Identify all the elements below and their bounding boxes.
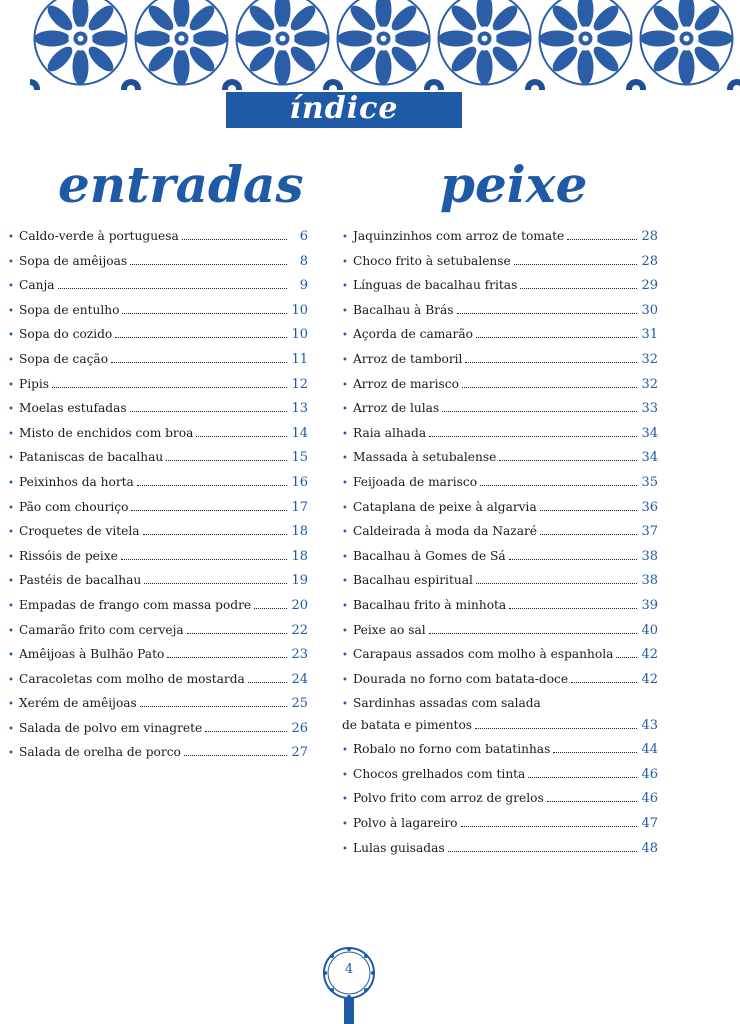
toc-entry-title: Lulas guisadas <box>353 840 445 855</box>
bullet-dot-icon: • <box>342 551 348 563</box>
toc-entry[interactable] <box>342 303 658 328</box>
dot-leader <box>475 728 637 729</box>
bullet-dot-icon: • <box>8 256 14 268</box>
toc-entry-page: 24 <box>291 671 308 687</box>
dot-leader <box>429 436 637 437</box>
toc-entry[interactable] <box>8 524 308 549</box>
toc-entry-title: Jaquinzinhos com arroz de tomate <box>353 229 565 243</box>
toc-entry[interactable] <box>342 278 658 303</box>
dot-leader <box>140 706 287 707</box>
toc-entry-page: 22 <box>291 622 308 638</box>
dot-leader <box>499 460 637 461</box>
toc-entry-page: 46 <box>641 791 658 807</box>
toc-entry-title: Xerém de amêijoas <box>19 696 137 711</box>
toc-entry-page: 12 <box>291 376 308 392</box>
toc-entry-page: 10 <box>291 302 308 318</box>
bullet-dot-icon: • <box>342 600 348 612</box>
dot-leader <box>616 657 637 658</box>
toc-entry-page: 11 <box>291 351 308 367</box>
bullet-dot-icon: • <box>8 650 14 662</box>
bullet-dot-icon: • <box>342 745 348 757</box>
dot-leader <box>462 387 637 388</box>
toc-entry-title: Camarão frito com cerveja <box>19 622 184 637</box>
dot-leader <box>137 485 287 486</box>
toc-entry-title: Açorda de camarão <box>353 327 473 342</box>
toc-entry[interactable] <box>342 229 658 254</box>
dot-leader <box>187 633 287 634</box>
toc-entry-title: Caldo-verde à portuguesa <box>19 229 179 243</box>
toc-entry[interactable] <box>342 623 658 648</box>
toc-entry-title: Cataplana de peixe à algarvia <box>353 499 537 514</box>
toc-entry[interactable] <box>342 450 658 475</box>
bullet-dot-icon: • <box>8 354 14 366</box>
toc-entry[interactable] <box>8 303 308 328</box>
toc-entry[interactable] <box>342 598 658 623</box>
toc-entry-title: Amêijoas à Bulhão Pato <box>19 647 165 662</box>
toc-entry[interactable] <box>342 327 658 352</box>
toc-entry-page: 26 <box>291 720 308 736</box>
toc-entry-title: Bacalhau espiritual <box>353 573 473 588</box>
dot-leader <box>514 264 637 265</box>
dot-leader <box>540 534 637 535</box>
toc-entry[interactable] <box>8 327 308 352</box>
toc-entry-page: 34 <box>641 425 658 441</box>
toc-entry-page: 40 <box>641 622 658 638</box>
dot-leader <box>553 752 637 753</box>
toc-entry-title: Massada à setubalense <box>353 450 497 465</box>
toc-entry-title: Empadas de frango com massa podre <box>19 597 252 612</box>
toc-entry[interactable] <box>342 841 658 866</box>
toc-entry-title: Rissóis de peixe <box>19 548 118 563</box>
dot-leader <box>480 485 637 486</box>
toc-entry-title: Raia alhada <box>353 425 427 440</box>
bullet-dot-icon: • <box>342 674 348 686</box>
dot-leader <box>457 313 638 314</box>
toc-entry[interactable] <box>342 791 658 816</box>
toc-entry-page: 42 <box>641 647 658 663</box>
dot-leader <box>205 731 287 732</box>
dot-leader <box>540 510 637 511</box>
dot-leader <box>52 387 287 388</box>
toc-entry[interactable] <box>342 549 658 574</box>
toc-entry-title: Sopa de entulho <box>19 302 120 317</box>
section-title-entradas: entradas <box>58 155 304 214</box>
toc-entry-title: Polvo à lagareiro <box>353 816 458 831</box>
dot-leader <box>58 288 288 289</box>
toc-entry-line <box>342 718 658 742</box>
toc-entry[interactable] <box>342 426 658 451</box>
bullet-dot-icon: • <box>8 723 14 735</box>
section-title-peixe: peixe <box>440 155 588 214</box>
toc-entry-title: Canja <box>19 278 55 293</box>
toc-entry-page: 31 <box>641 327 658 343</box>
toc-entry[interactable] <box>342 352 658 377</box>
bullet-dot-icon: • <box>8 428 14 440</box>
toc-entry-page: 44 <box>641 742 658 758</box>
toc-entry-page: 32 <box>641 376 658 392</box>
toc-entry[interactable] <box>342 500 658 525</box>
bullet-dot-icon: • <box>8 305 14 317</box>
toc-entry-title: Línguas de bacalhau fritas <box>353 278 518 293</box>
bullet-dot-icon: • <box>342 256 348 268</box>
bullet-dot-icon: • <box>342 527 348 539</box>
toc-entry-page: 18 <box>291 524 308 540</box>
toc-entry[interactable] <box>8 696 308 721</box>
toc-entry[interactable] <box>8 377 308 402</box>
toc-entry-page: 42 <box>641 671 658 687</box>
toc-entry-page: 28 <box>641 253 658 269</box>
bullet-dot-icon: • <box>8 748 14 760</box>
toc-entry[interactable] <box>8 623 308 648</box>
dot-leader <box>509 608 637 609</box>
page-title: índice <box>226 92 462 128</box>
toc-entry-title: Arroz de lulas <box>353 401 440 416</box>
bullet-dot-icon: • <box>8 281 14 293</box>
toc-entry[interactable] <box>8 598 308 623</box>
dot-leader <box>520 288 637 289</box>
toc-entry-title: Feijoada de marisco <box>353 474 478 489</box>
dot-leader <box>461 826 637 827</box>
toc-entry-page: 15 <box>291 450 308 466</box>
toc-entry-title: Pão com chouriço <box>19 499 129 514</box>
bullet-dot-icon: • <box>342 769 348 781</box>
dot-leader <box>143 534 287 535</box>
bullet-dot-icon: • <box>342 428 348 440</box>
toc-entry[interactable] <box>8 426 308 451</box>
bullet-dot-icon: • <box>8 477 14 489</box>
toc-entry-page: 43 <box>641 718 658 734</box>
toc-entry-title: Choco frito à setubalense <box>353 253 511 268</box>
toc-entry-title: Sopa de amêijoas <box>19 253 128 268</box>
toc-entry-title: Moelas estufadas <box>19 401 127 416</box>
toc-entry-title: Pipis <box>19 376 50 391</box>
toc-entry-page: 48 <box>641 840 658 856</box>
bullet-dot-icon: • <box>342 576 348 588</box>
toc-entry[interactable] <box>8 573 308 598</box>
toc-entry-title: Robalo no forno com batatinhas <box>353 742 551 757</box>
bullet-dot-icon: • <box>342 650 348 662</box>
toc-entry-title: Polvo frito com arroz de grelos <box>353 791 544 806</box>
toc-entry-title: Arroz de tamboril <box>353 351 463 366</box>
toc-entry-page: 29 <box>641 278 658 294</box>
dot-leader <box>196 436 287 437</box>
toc-entry-title: Caldeirada à moda da Nazaré <box>353 524 538 539</box>
toc-entry[interactable] <box>342 696 658 742</box>
toc-entry[interactable] <box>8 254 308 279</box>
toc-entry-title: Dourada no forno com batata-doce <box>353 671 569 686</box>
dot-leader <box>509 559 637 560</box>
toc-entry-title: Pastéis de bacalhau <box>19 573 142 588</box>
toc-entry-title: Sardinhas assadas com salada <box>353 696 541 711</box>
bullet-dot-icon: • <box>342 502 348 514</box>
toc-entry[interactable] <box>8 401 308 426</box>
toc-entry[interactable] <box>8 352 308 377</box>
toc-entry-page: 28 <box>641 229 658 244</box>
dot-leader <box>442 411 637 412</box>
toc-entry-page: 35 <box>641 474 658 490</box>
dot-leader <box>528 777 637 778</box>
toc-entry[interactable] <box>342 816 658 841</box>
toc-entry[interactable] <box>8 278 308 303</box>
toc-entry-page: 6 <box>299 229 308 244</box>
bullet-dot-icon: • <box>8 232 14 243</box>
toc-entry[interactable] <box>342 647 658 672</box>
dot-leader <box>166 460 287 461</box>
bullet-dot-icon: • <box>8 502 14 514</box>
toc-entry-page: 47 <box>641 816 658 832</box>
toc-entry[interactable] <box>342 254 658 279</box>
toc-entry-page: 38 <box>641 548 658 564</box>
bullet-dot-icon: • <box>342 379 348 391</box>
bullet-dot-icon: • <box>8 527 14 539</box>
bullet-dot-icon: • <box>8 625 14 637</box>
toc-entry-page: 18 <box>291 548 308 564</box>
toc-entry[interactable] <box>8 549 308 574</box>
toc-entry[interactable] <box>342 672 658 697</box>
toc-entry-title: Carapaus assados com molho à espanhola <box>353 647 614 662</box>
dot-leader <box>130 264 287 265</box>
dot-leader <box>131 510 287 511</box>
page-marker-ornament <box>322 946 376 1024</box>
toc-entry[interactable] <box>342 573 658 598</box>
dot-leader <box>182 239 287 240</box>
bullet-dot-icon: • <box>342 794 348 806</box>
toc-entry-title: Sopa do cozido <box>19 327 113 342</box>
toc-entry-page: 16 <box>291 474 308 490</box>
bullet-dot-icon: • <box>342 281 348 293</box>
toc-entry[interactable] <box>8 450 308 475</box>
bullet-dot-icon: • <box>342 843 348 855</box>
toc-entry-page: 9 <box>299 278 308 294</box>
toc-entry-page: 14 <box>291 425 308 441</box>
toc-entry-title: Misto de enchidos com broa <box>19 425 194 440</box>
toc-entry-title: Croquetes de vitela <box>19 524 140 539</box>
bullet-dot-icon: • <box>342 477 348 489</box>
toc-entry[interactable] <box>342 524 658 549</box>
dot-leader <box>547 801 637 802</box>
toc-entry[interactable] <box>342 742 658 767</box>
toc-entry[interactable] <box>8 475 308 500</box>
toc-entry-title: Caracoletas com molho de mostarda <box>19 671 245 686</box>
dot-leader <box>567 239 637 240</box>
dot-leader <box>429 633 637 634</box>
dot-leader <box>115 337 287 338</box>
dot-leader <box>248 682 287 683</box>
toc-entry-page: 39 <box>641 597 658 613</box>
toc-entry-title-continued: de batata e pimentos <box>342 718 473 733</box>
toc-list-entradas <box>8 229 308 770</box>
dot-leader <box>476 337 637 338</box>
dot-leader <box>571 682 637 683</box>
toc-entry-title: Salada de polvo em vinagrete <box>19 720 203 735</box>
bullet-dot-icon: • <box>8 404 14 416</box>
toc-entry-title: Arroz de marisco <box>353 376 459 391</box>
bullet-dot-icon: • <box>8 453 14 465</box>
dot-leader <box>254 608 287 609</box>
dot-leader <box>184 755 287 756</box>
toc-entry-page: 19 <box>291 573 308 589</box>
toc-entry-page: 32 <box>641 351 658 367</box>
toc-entry-title: Bacalhau à Gomes de Sá <box>353 548 506 563</box>
toc-entry-line <box>342 696 658 718</box>
bullet-dot-icon: • <box>342 232 348 243</box>
toc-entry-page: 46 <box>641 766 658 782</box>
toc-entry-page: 33 <box>641 401 658 417</box>
bullet-dot-icon: • <box>8 674 14 686</box>
page-number: 4 <box>344 962 354 977</box>
bullet-dot-icon: • <box>8 576 14 588</box>
toc-entry-page: 13 <box>291 401 308 417</box>
dot-leader <box>130 411 287 412</box>
toc-entry[interactable] <box>8 647 308 672</box>
dot-leader <box>167 657 287 658</box>
toc-entry[interactable] <box>8 672 308 697</box>
bullet-dot-icon: • <box>342 453 348 465</box>
dot-leader <box>111 362 287 363</box>
bullet-dot-icon: • <box>342 354 348 366</box>
azulejo-tile-pattern <box>30 0 740 90</box>
bullet-dot-icon: • <box>342 625 348 637</box>
bullet-dot-icon: • <box>8 600 14 612</box>
toc-entry[interactable] <box>342 401 658 426</box>
bullet-dot-icon: • <box>342 819 348 831</box>
toc-entry-page: 25 <box>291 696 308 712</box>
bullet-dot-icon: • <box>8 551 14 563</box>
toc-entry-page: 36 <box>641 499 658 515</box>
toc-entry-page: 8 <box>299 253 308 269</box>
bullet-dot-icon: • <box>342 330 348 342</box>
toc-entry-title: Sopa de cação <box>19 351 109 366</box>
bullet-dot-icon: • <box>8 699 14 711</box>
toc-list-peixe <box>342 229 658 865</box>
toc-entry[interactable] <box>8 229 308 254</box>
toc-entry-page: 20 <box>291 597 308 613</box>
dot-leader <box>122 313 287 314</box>
dot-leader <box>448 851 637 852</box>
toc-entry-page: 37 <box>641 524 658 540</box>
toc-entry-title: Chocos grelhados com tinta <box>353 766 526 781</box>
dot-leader <box>465 362 637 363</box>
toc-entry-page: 17 <box>291 499 308 515</box>
bullet-dot-icon: • <box>8 379 14 391</box>
dot-leader <box>476 583 637 584</box>
toc-entry[interactable] <box>8 745 308 770</box>
bullet-dot-icon: • <box>8 330 14 342</box>
toc-entry-title: Bacalhau frito à minhota <box>353 597 507 612</box>
toc-entry-page: 23 <box>291 647 308 663</box>
bullet-dot-icon: • <box>342 699 348 711</box>
toc-entry-page: 38 <box>641 573 658 589</box>
toc-entry[interactable] <box>342 767 658 792</box>
bullet-dot-icon: • <box>342 305 348 317</box>
toc-entry[interactable] <box>8 500 308 525</box>
toc-entry-page: 10 <box>291 327 308 343</box>
toc-entry-title: Salada de orelha de porco <box>19 745 181 760</box>
toc-entry[interactable] <box>342 377 658 402</box>
bullet-dot-icon: • <box>342 404 348 416</box>
toc-entry-title: Peixinhos da horta <box>19 474 134 489</box>
toc-entry-title: Pataniscas de bacalhau <box>19 450 164 465</box>
toc-entry[interactable] <box>8 721 308 746</box>
toc-entry-page: 34 <box>641 450 658 466</box>
toc-entry[interactable] <box>342 475 658 500</box>
toc-entry-title: Peixe ao sal <box>353 622 426 637</box>
toc-entry-page: 27 <box>291 745 308 761</box>
dot-leader <box>144 583 287 584</box>
dot-leader <box>121 559 287 560</box>
toc-entry-title: Bacalhau à Brás <box>353 302 454 317</box>
toc-entry-page: 30 <box>641 302 658 318</box>
